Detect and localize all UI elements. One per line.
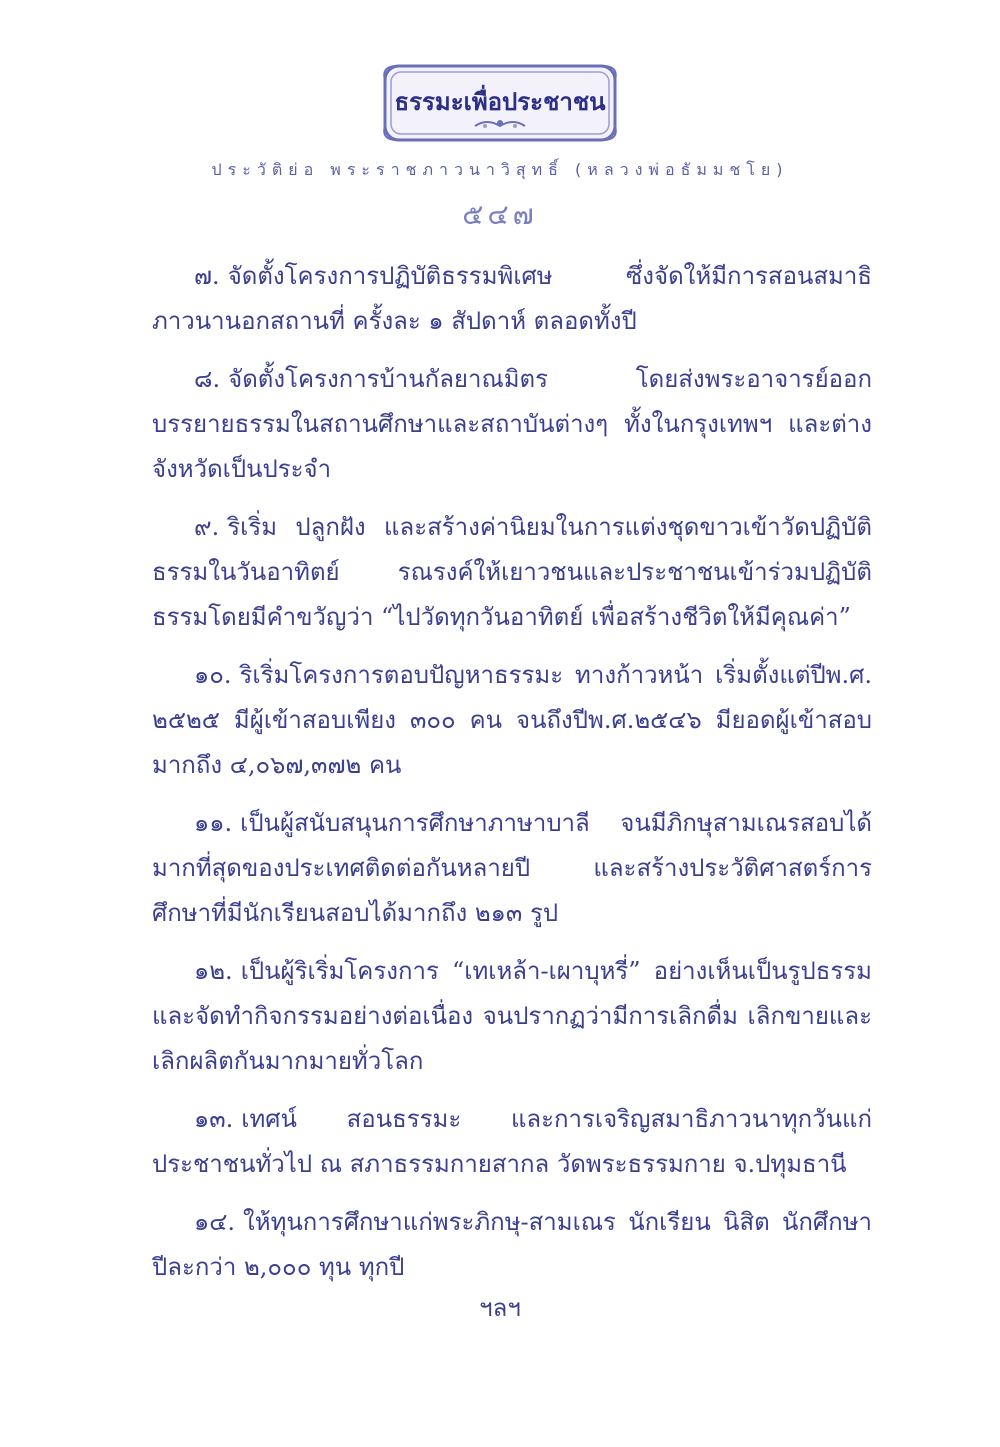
- list-item: [152, 505, 872, 640]
- logo-text: ธรรมะเพื่อประชาชน: [394, 88, 606, 116]
- book-series-logo: [381, 60, 619, 146]
- item-number: ๘.: [194, 365, 221, 393]
- page-number: ๕๔๗: [462, 198, 538, 231]
- item-text: เป็นผู้ริเริ่มโครงการ “เทเหล้า-เผาบุหรี่” อย่างเห็นเป็นรูปธรรมและจัดทำกิจกรรมอย่างต่อเนื่อง จนปรากฏว่ามีการเลิกดื่ม เลิกขายและเลิกผลิตกันมากมายทั่วโลก: [152, 957, 872, 1075]
- list-item: [152, 949, 872, 1084]
- page-subtitle: ประวัติย่อ พระราชภาวนาวิสุทธิ์ (หลวงพ่อธัมมชโย): [211, 160, 789, 179]
- list-item: [152, 1097, 872, 1187]
- item-number: ๗.: [194, 262, 220, 290]
- header-logo-area: [0, 60, 1000, 146]
- list-item: [152, 357, 872, 492]
- list-item: [152, 254, 872, 344]
- item-text: เป็นผู้สนับสนุนการศึกษาภาษาบาลี จนมีภิกษุสามเณรสอบได้มากที่สุดของประเทศติดต่อกันหลายปี และสร้างประวัติศาสตร์การศึกษาที่มีนักเรียนสอบได้มากถึง ๒๑๓ รูป: [152, 809, 872, 927]
- item-text: ให้ทุนการศึกษาแก่พระภิกษุ-สามเณร นักเรียน นิสิต นักศึกษาปีละกว่า ๒,๐๐๐ ทุน ทุกปี: [152, 1208, 872, 1281]
- item-text: เทศน์ สอนธรรมะ และการเจริญสมาธิภาวนาทุกวันแก่ประชาชนทั่วไป ณ สภาธรรมกายสากล วัดพระธรรมกาย จ.ปทุมธานี: [152, 1105, 872, 1178]
- item-text: ริเริ่มโครงการตอบปัญหาธรรมะ ทางก้าวหน้า เริ่มตั้งแต่ปีพ.ศ. ๒๕๒๕ มีผู้เข้าสอบเพียง ๓๐๐ คน จนถึงปีพ.ศ.๒๕๔๖ มียอดผู้เข้าสอบมากถึง ๔,๐๖๗,๓๗๒ คน: [152, 661, 872, 779]
- item-number: ๑๔.: [194, 1208, 236, 1236]
- item-number: ๑๐.: [194, 661, 232, 689]
- item-text: ริเริ่ม ปลูกฝัง และสร้างค่านิยมในการแต่งชุดขาวเข้าวัดปฏิบัติธรรมในวันอาทิตย์ รณรงค์ให้เยาวชนและประชาชนเข้าร่วมปฏิบัติธรรมโดยมีคำขวัญว่า “ไปวัดทุกวันอาทิตย์ เพื่อสร้างชีวิตให้มีคุณค่า”: [152, 513, 872, 631]
- item-number: ๑๒.: [194, 957, 233, 985]
- list-item: [152, 1200, 872, 1290]
- item-number: ๑๑.: [194, 809, 233, 837]
- item-number: ๙.: [194, 513, 220, 541]
- item-text: จัดตั้งโครงการบ้านกัลยาณมิตร โดยส่งพระอาจารย์ออกบรรยายธรรมในสถานศึกษาและสถาบันต่างๆ ทั้งในกรุงเทพฯ และต่างจังหวัดเป็นประจำ: [152, 365, 872, 483]
- list-item: [152, 801, 872, 936]
- continuation-mark: ฯลฯ: [479, 1294, 521, 1322]
- list-item: [152, 653, 872, 788]
- item-text: จัดตั้งโครงการปฏิบัติธรรมพิเศษ ซึ่งจัดให้มีการสอนสมาธิภาวนานอกสถานที่ ครั้งละ ๑ สัปดาห์ ตลอดทั้งปี: [152, 262, 872, 335]
- body-text: [152, 254, 872, 1303]
- item-number: ๑๓.: [194, 1105, 234, 1133]
